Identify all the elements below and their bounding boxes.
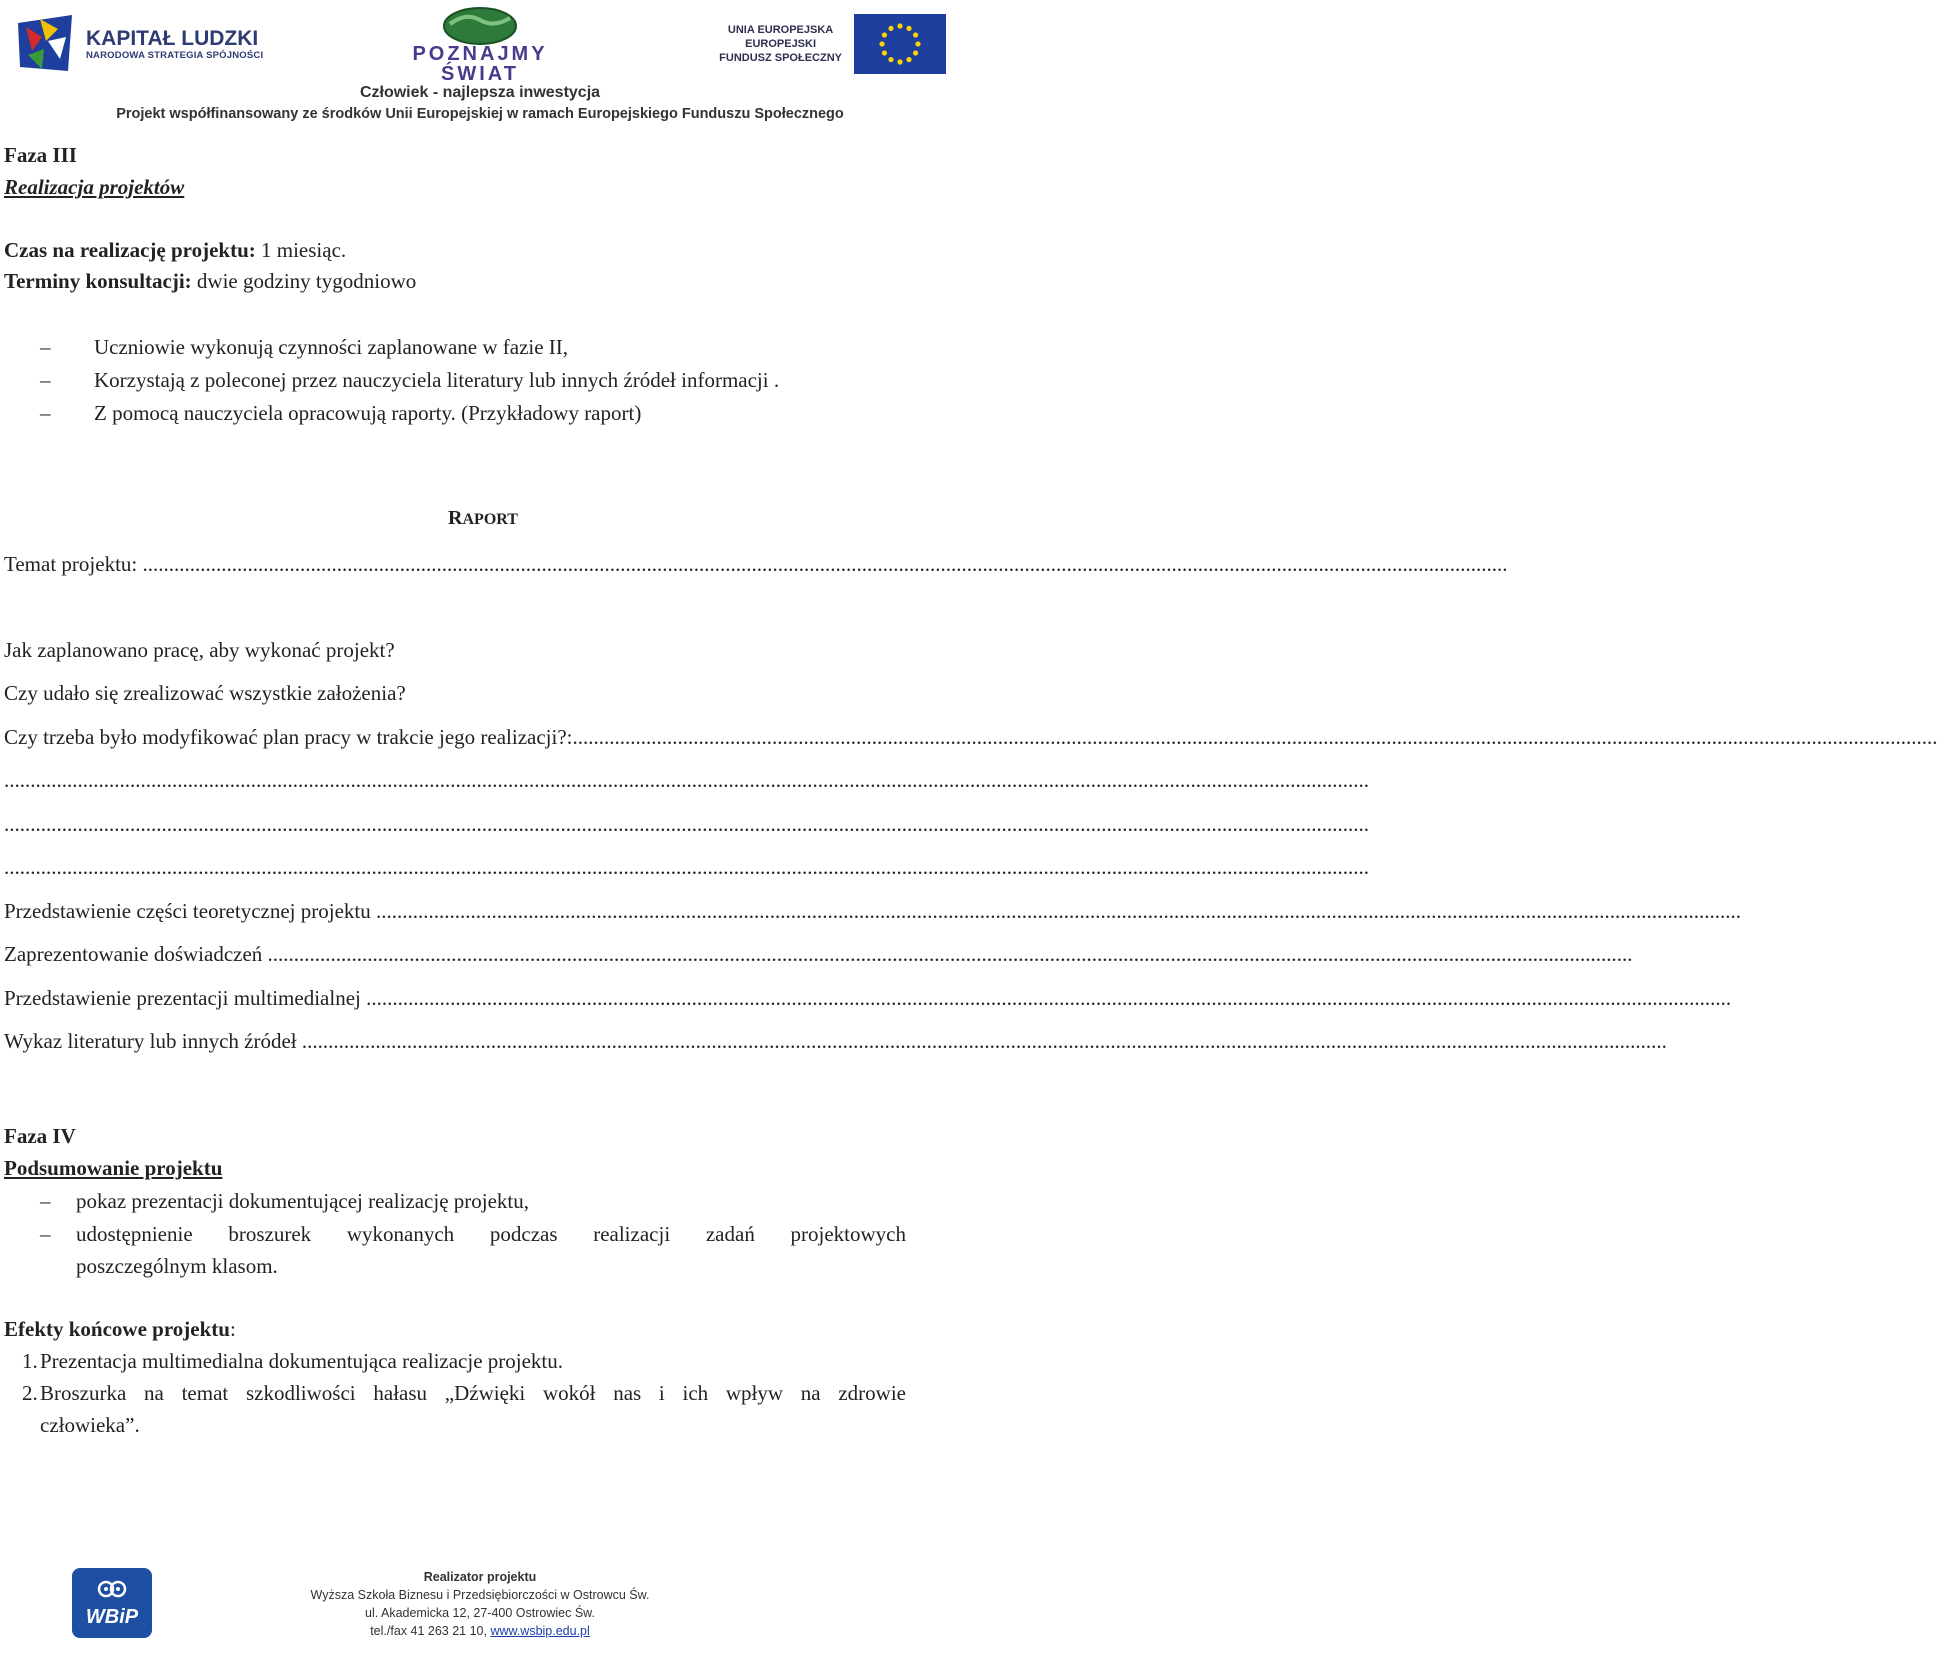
page-footer bbox=[0, 1560, 960, 1662]
czas-label: Czas na realizację projektu: bbox=[4, 238, 256, 262]
bullet-dash: – bbox=[40, 368, 51, 392]
poznajmy-swiat-logo bbox=[380, 4, 580, 96]
faza4-subheading: Podsumowanie projektu bbox=[4, 1156, 223, 1180]
faza3-heading: Faza III bbox=[4, 143, 77, 167]
faza4-heading: Faza IV bbox=[4, 1124, 76, 1148]
globe-icon bbox=[440, 4, 520, 44]
realizator-label: Realizator projektu bbox=[423, 1570, 537, 1584]
tagline: Człowiek - najlepsza inwestycja bbox=[359, 84, 601, 101]
dot-leader: .................................................................................................................................................................................................................................................................... bbox=[572, 725, 1938, 749]
ue-line-1: UNIA EUROPEJSKA bbox=[727, 24, 834, 36]
kapital-ludzki-subtitle: NARODOWA STRATEGIA SPÓJNOŚCI bbox=[86, 49, 264, 61]
czas-value: 1 miesiąc. bbox=[255, 238, 347, 262]
efekty-num: 1. bbox=[22, 1349, 38, 1373]
temat-line bbox=[4, 551, 1508, 577]
eu-star bbox=[888, 57, 893, 62]
poznajmy-word: POZNAJMY bbox=[412, 43, 548, 65]
eu-star bbox=[882, 50, 887, 55]
bullet-dash: – bbox=[40, 1222, 51, 1246]
ue-line-2: EUROPEJSKI bbox=[745, 38, 817, 50]
raport-item-line: Zaprezentowanie doświadczeń .................................................................................................................................................................................................................................................................... bbox=[4, 942, 1633, 966]
list-item: udostępnienie broszurek wykonanych podczas realizacji zadań projektowych bbox=[76, 1222, 906, 1246]
list-item: pokaz prezentacji dokumentującej realizację projektu, bbox=[76, 1189, 530, 1213]
raport-item: Przedstawienie części teoretycznej projektu bbox=[4, 899, 376, 923]
question-3: Czy trzeba było modyfikować plan pracy w trakcie jego realizacji?: bbox=[4, 725, 573, 749]
dot-line: .................................................................................................................................................................................................................................................................... bbox=[4, 812, 1369, 836]
temat-label: Temat projektu: bbox=[4, 552, 143, 576]
footer-line-3: tel./fax 41 263 21 10, www.wsbip.edu.pl bbox=[370, 1624, 590, 1638]
footer-info bbox=[300, 1568, 660, 1640]
owl-icon bbox=[97, 1577, 127, 1601]
wsbip-logo bbox=[72, 1568, 152, 1638]
list-item: Z pomocą nauczyciela opracowują raporty. (Przykładowy raport) bbox=[94, 401, 642, 425]
list-item: Uczniowie wykonują czynności zaplanowane w fazie II, bbox=[94, 335, 569, 359]
efekty-item: Broszurka na temat szkodliwości hałasu „Dźwięki wokół nas i ich wpływ na zdrowie bbox=[40, 1381, 906, 1405]
eu-star bbox=[882, 32, 887, 37]
eu-logo bbox=[676, 12, 946, 76]
efekty-item-continuation: człowieka”. bbox=[40, 1413, 140, 1437]
raport-item: Zaprezentowanie doświadczeń bbox=[4, 942, 268, 966]
raport-item: Wykaz literatury lub innych źródeł bbox=[4, 1029, 302, 1053]
eu-star bbox=[879, 41, 884, 46]
footer-line-2: ul. Akademicka 12, 27-400 Ostrowiec Św. bbox=[365, 1606, 595, 1620]
eu-star bbox=[915, 41, 920, 46]
eu-star bbox=[906, 26, 911, 31]
page-header bbox=[0, 0, 960, 130]
efekty-num: 2. bbox=[22, 1381, 38, 1405]
eu-star bbox=[888, 26, 893, 31]
terminy-line bbox=[4, 268, 416, 294]
faza3-subheading: Realizacja projektów bbox=[4, 175, 185, 199]
dot-line: .................................................................................................................................................................................................................................................................... bbox=[4, 855, 1369, 879]
raport-item-line: Przedstawienie prezentacji multimedialnej .................................................................................................................................................................................................................................................................... bbox=[4, 986, 1732, 1010]
dot-line: .................................................................................................................................................................................................................................................................... bbox=[4, 768, 1369, 792]
kapital-ludzki-logo bbox=[14, 8, 294, 80]
kapital-ludzki-title: KAPITAŁ LUDZKI bbox=[86, 26, 259, 50]
raport-item-line: Przedstawienie części teoretycznej projektu .................................................................................................................................................................................................................................................................... bbox=[4, 899, 1741, 923]
question-3-line bbox=[4, 724, 1938, 750]
bullet-dash: – bbox=[40, 335, 51, 359]
eu-star bbox=[897, 23, 902, 28]
footer-line-1: Wyższa Szkoła Biznesu i Przedsiębiorczości w Ostrowcu Św. bbox=[310, 1588, 650, 1602]
czas-line bbox=[4, 237, 346, 263]
cofunding-notice: Projekt współfinansowany ze środków Unii Europejskiej w ramach Europejskiego Funduszu Społecznego bbox=[116, 106, 844, 122]
wsbip-logo-text: WBiP bbox=[85, 1606, 139, 1628]
eu-star bbox=[913, 32, 918, 37]
eu-star bbox=[906, 57, 911, 62]
question-1: Jak zaplanowano pracę, aby wykonać projekt? bbox=[4, 638, 395, 662]
question-2: Czy udało się zrealizować wszystkie założenia? bbox=[4, 681, 406, 705]
eu-star bbox=[897, 59, 902, 64]
raport-item-line: Wykaz literatury lub innych źródeł .................................................................................................................................................................................................................................................................... bbox=[4, 1029, 1667, 1053]
list-item-continuation: poszczególnym klasom. bbox=[76, 1254, 278, 1278]
dot-leader: .................................................................................................................................................................................................................................................................... bbox=[142, 552, 1508, 576]
efekty-heading-line: Efekty końcowe projektu: bbox=[4, 1317, 236, 1341]
website-link[interactable]: www.wsbip.edu.pl bbox=[490, 1624, 590, 1638]
eu-star bbox=[913, 50, 918, 55]
terminy-label: Terminy konsultacji: bbox=[4, 269, 192, 293]
kapital-ludzki-icon bbox=[14, 11, 76, 77]
ue-line-3: FUNDUSZ SPOŁECZNY bbox=[719, 52, 842, 64]
raport-item: Przedstawienie prezentacji multimedialnej bbox=[4, 986, 367, 1010]
raport-title: RAPORT bbox=[448, 507, 518, 529]
list-item: Korzystają z poleconej przez nauczyciela literatury lub innych źródeł informacji . bbox=[94, 368, 780, 392]
efekty-item: Prezentacja multimedialna dokumentująca realizacje projektu. bbox=[40, 1349, 564, 1373]
efekty-heading: Efekty końcowe projektu bbox=[4, 1317, 230, 1341]
bullet-dash: – bbox=[40, 401, 51, 425]
terminy-value: dwie godziny tygodniowo bbox=[191, 269, 417, 293]
eu-flag-icon bbox=[854, 14, 946, 74]
bullet-dash: – bbox=[40, 1189, 51, 1213]
swiat-word: ŚWIAT bbox=[441, 63, 519, 85]
